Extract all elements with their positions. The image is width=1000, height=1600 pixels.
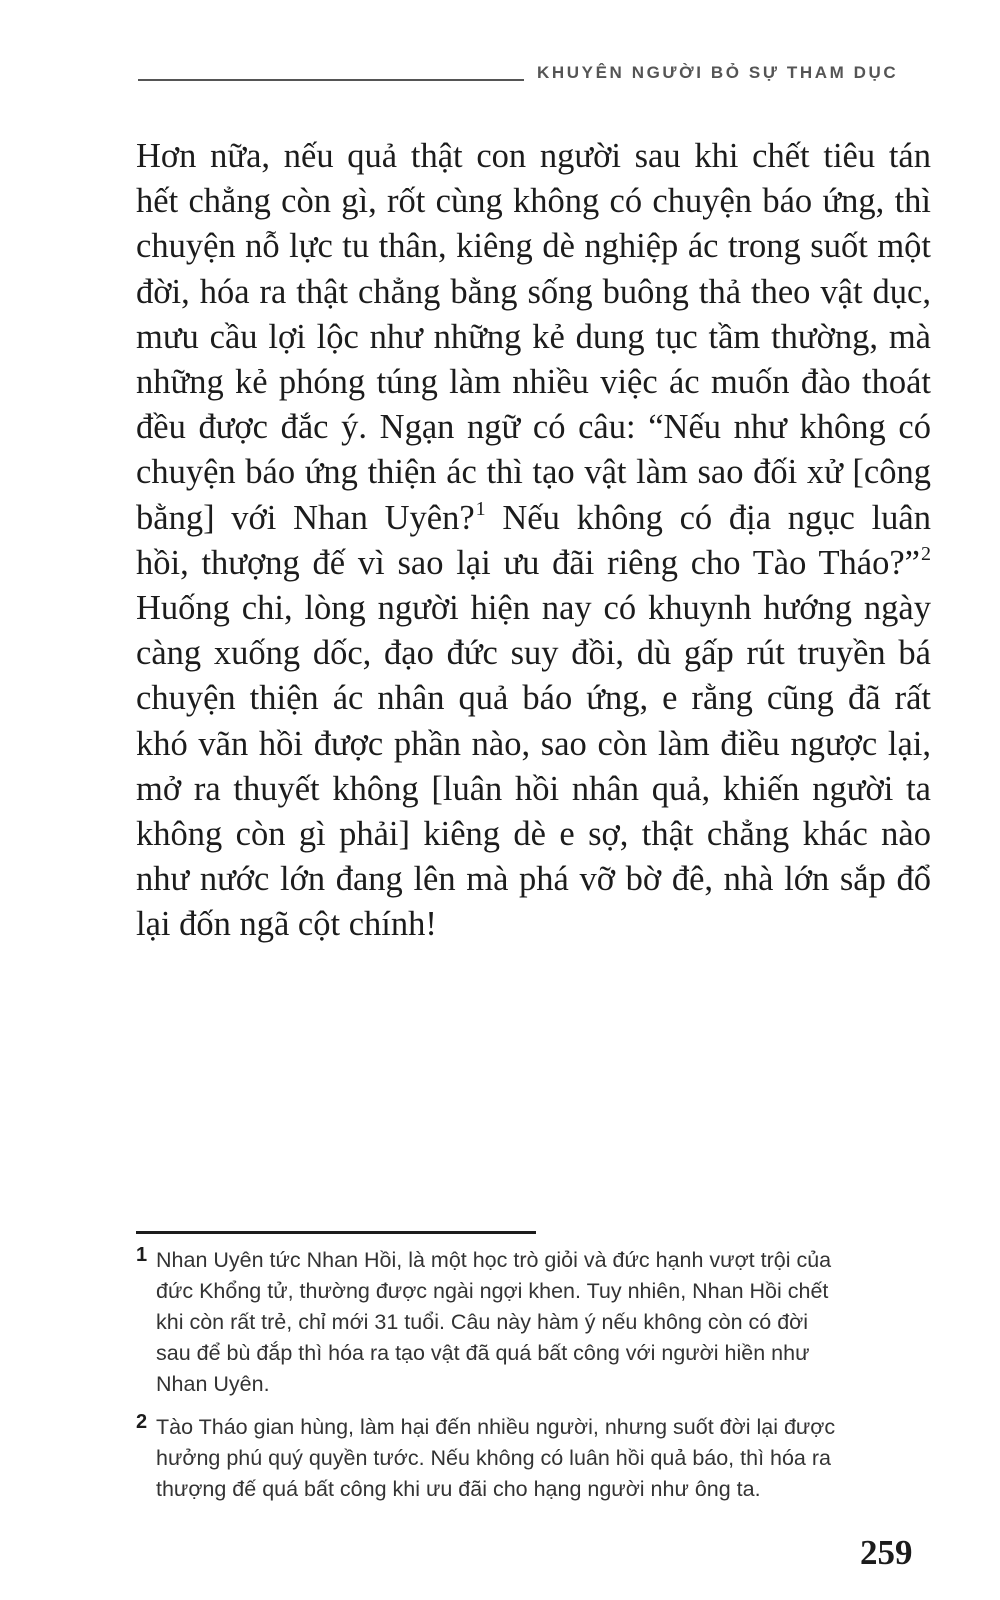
body-line-with-footnote-1 bbox=[136, 496, 931, 541]
footnote-number: 2 bbox=[136, 1411, 148, 1433]
footnote-ref-1[interactable]: 1 bbox=[475, 497, 486, 520]
footnote-line: thượng đế quá bất công khi ưu đãi cho hạng người như ông ta. bbox=[156, 1477, 761, 1501]
footnote-2 bbox=[136, 1412, 931, 1505]
body-line: như nước lớn đang lên mà phá vỡ bờ đê, nhà lớn sắp đổ bbox=[136, 860, 931, 899]
body-line: hết chẳng còn gì, rốt cùng không có chuyện báo ứng, thì bbox=[136, 182, 931, 221]
body-line: chuyện nỗ lực tu thân, kiêng dè nghiệp ác trong suốt một bbox=[136, 227, 931, 266]
body-line: mở ra thuyết không [luân hồi nhân quả, khiến người ta bbox=[136, 769, 931, 808]
body-line: mưu cầu lợi lộc như những kẻ dung tục tầm thường, mà bbox=[136, 317, 931, 356]
body-line: đều được đắc ý. Ngạn ngữ có câu: “Nếu như không có bbox=[136, 408, 931, 447]
footnote-line: Nhan Uyên tức Nhan Hồi, là một học trò giỏi và đức hạnh vượt trội của bbox=[156, 1248, 832, 1272]
body-line-part: Nếu không có địa ngục luân bbox=[485, 498, 931, 537]
header-rule bbox=[138, 79, 524, 81]
body-line: đời, hóa ra thật chẳng bằng sống buông thả theo vật dục, bbox=[136, 272, 931, 311]
footnote-line: Tào Tháo gian hùng, làm hại đến nhiều người, nhưng suốt đời lại được bbox=[156, 1415, 836, 1439]
body-line: lại đốn ngã cột chính! bbox=[136, 905, 437, 944]
body-paragraph bbox=[136, 134, 931, 948]
body-line: chuyện báo ứng thiện ác thì tạo vật làm sao đối xử [công bbox=[136, 453, 931, 492]
page-number: 259 bbox=[860, 1533, 913, 1572]
footnote-separator bbox=[136, 1231, 536, 1234]
body-line-with-footnote-2 bbox=[136, 541, 931, 586]
footnote-body bbox=[156, 1412, 931, 1505]
footnote-body bbox=[156, 1245, 931, 1400]
body-line: càng xuống dốc, đạo đức suy đồi, dù gấp rút truyền bá bbox=[136, 634, 931, 673]
footnote-line: khi còn rất trẻ, chỉ mới 31 tuổi. Câu này hàm ý nếu không còn có đời bbox=[156, 1310, 809, 1334]
body-line: khó vãn hồi được phần nào, sao còn làm điều ngược lại, bbox=[136, 724, 931, 763]
footnote-1 bbox=[136, 1245, 931, 1400]
footnote-number: 1 bbox=[136, 1244, 148, 1266]
body-line-part: hồi, thượng đế vì sao lại ưu đãi riêng cho Tào Tháo?” bbox=[136, 543, 920, 582]
footnote-line: sau để bù đắp thì hóa ra tạo vật đã quá bất công với người hiền như bbox=[156, 1341, 810, 1365]
footnote-ref-2[interactable]: 2 bbox=[921, 542, 931, 565]
body-line: Hơn nữa, nếu quả thật con người sau khi chết tiêu tán bbox=[136, 137, 931, 175]
body-line: Huống chi, lòng người hiện nay có khuynh hướng ngày bbox=[136, 589, 931, 628]
body-line-part: bằng] với Nhan Uyên? bbox=[136, 498, 475, 537]
footnote-line: đức Khổng tử, thường được ngài ngợi khen. Tuy nhiên, Nhan Hồi chết bbox=[156, 1279, 829, 1303]
running-title: KHUYÊN NGƯỜI BỎ SỰ THAM DỤC bbox=[537, 63, 899, 82]
footnote-line: hưởng phú quý quyền tước. Nếu không có luân hồi quả báo, thì hóa ra bbox=[156, 1446, 831, 1470]
body-line: những kẻ phóng túng làm nhiều việc ác muốn đào thoát bbox=[136, 363, 931, 402]
body-line: chuyện thiện ác nhân quả báo ứng, e rằng cũng đã rất bbox=[136, 679, 931, 718]
body-line: không còn gì phải] kiêng dè e sợ, thật chẳng khác nào bbox=[136, 815, 931, 854]
footnote-line: Nhan Uyên. bbox=[156, 1372, 270, 1396]
